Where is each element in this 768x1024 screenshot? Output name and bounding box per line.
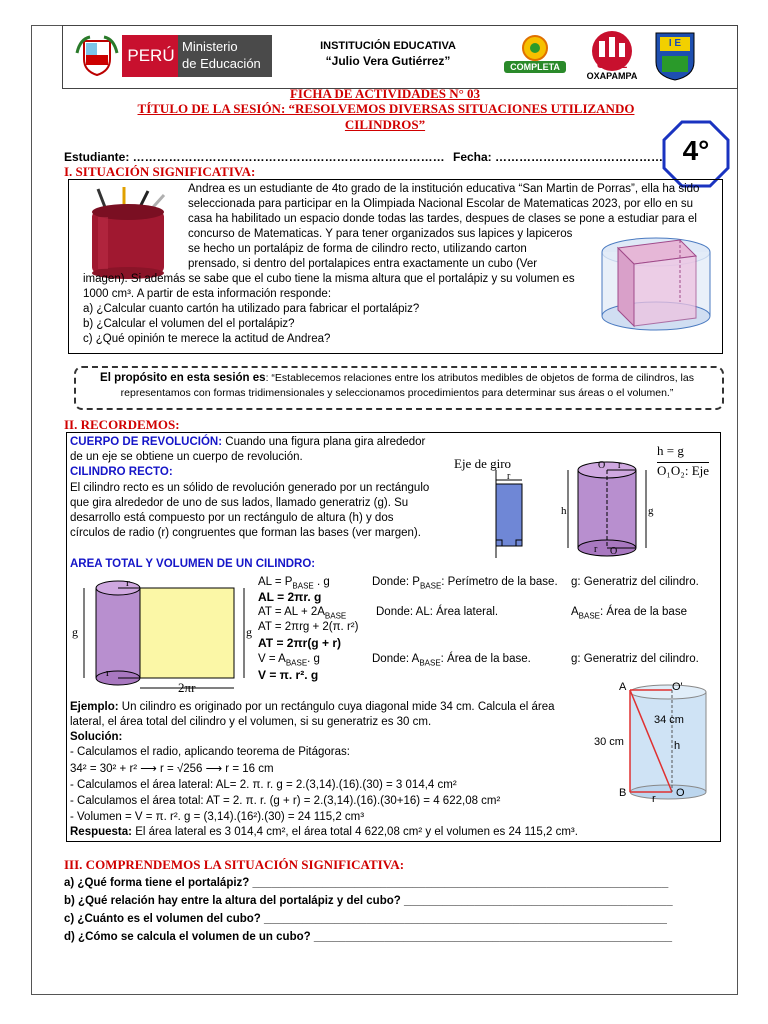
cilindro-line4: círculos de radio (r) congruentes que forman las bases (ver margen). [70,527,421,539]
formula-v-text: V = A [258,653,286,665]
formula-v-note-sub: BASE [419,658,441,668]
header [62,25,736,87]
answer-line [70,825,578,840]
solution-label: Solución: [70,731,123,743]
formula-al-sub: BASE [292,581,314,591]
formula-at-sub: BASE [324,611,347,621]
situation-question-a: a) ¿Calcular cuanto cartón ha utilizado para fabricar el portalápiz? [83,303,420,315]
formula-at-expanded: AT = 2πrg + 2(π. r²) [258,621,359,633]
student-field[interactable]: Estudiante: …………………………………………………………………… [64,150,445,164]
svg-text:r: r [507,471,511,482]
formula-v-note-text: Donde: A [372,653,420,665]
grade-label: 4° [682,135,710,166]
formula-v-pir2g: V = π. r². g [258,668,319,682]
ministry-line2: de Educación [182,56,261,71]
answer-text: El área lateral es 3 014,4 cm², el área total 4 622,08 cm² y el volumen es 24 115,2 cm³. [132,826,578,838]
comprehension-question-d[interactable]: d) ¿Cómo se calcula el volumen de un cubo? ________________________________________________________ [64,931,673,943]
example-label: Ejemplo: [70,701,119,713]
svg-text:g: g [246,625,252,639]
formula-at-note2 [571,605,687,623]
jornada-completa-logo [498,33,572,81]
cuerpo-title: CUERPO DE REVOLUCIÓN: [70,436,223,448]
revolution-diagram [480,470,540,560]
formula-al-note-end: : Perímetro de la base. [441,576,558,588]
example-line2: lateral, el área total del cilindro y el volumen, si su generatriz es 30 cm. [70,716,432,728]
svg-text:r: r [618,460,622,471]
cylinder-o1o2-diagram [560,458,660,562]
formula-al-2pirg: AL = 2πr. g [258,590,322,604]
example-text1: Un cilindro es originado por un rectángulo cuya diagonal mide 34 cm. Calcula el área [118,701,555,713]
svg-text:g: g [648,505,654,517]
example-line1 [70,700,555,715]
cilindro-line3: desarrollo está compuesto por un rectángulo de altura (h) y dos [70,512,394,524]
cilindro-line2: que gira alrededor de uno de sus lados, llamado generatriz (g). Su [70,497,409,509]
ministry-line1: Ministerio [182,39,238,54]
answer-label: Respuesta: [70,826,132,838]
area-title: AREA TOTAL Y VOLUMEN DE UN CILINDRO: [70,558,316,570]
situation-line1: Andrea es un estudiante de 4to grado de la institución educativa “San Martin de Porras”, ella ha sido [188,183,700,195]
solution-step1: - Calculamos el radio, aplicando teorema de Pitágoras: [70,746,350,758]
example-label-34: 34 cm [654,714,684,726]
date-field[interactable]: Fecha: …………………………………… [453,150,664,164]
ie-text: I E [668,38,682,49]
formula-at-note2-end: : Área de la base [600,606,687,618]
situation-line3: casa ha habilitado un espacio donde todas las tardes, despues de clases se pone a estudiar para el [188,213,697,225]
pencil-holder-image [76,185,180,281]
example-cylinder-diagram [620,682,716,802]
ugel-logo [577,29,647,83]
solution-step2: 34² = 30² + r² ⟶ r = √256 ⟶ r = 16 cm [70,763,274,775]
svg-text:O: O [598,460,606,471]
svg-text:r: r [126,577,130,589]
cuerpo-line1 [70,435,425,450]
formula-al-note2: g: Generatriz del cilindro. [571,576,699,588]
svg-text:g: g [72,625,78,639]
peru-shield-logo [74,33,120,79]
example-label-h: h [674,740,681,752]
comprehension-question-b[interactable]: b) ¿Qué relación hay entre la altura del portalápiz y del cubo? __________________________________________ [64,895,673,907]
example-label-r: r [652,793,656,805]
svg-text:h: h [561,505,567,517]
purpose-line2: representamos con formas tridimensionales y seleccionamos procedimientos para determinar sus áreas o el volumen.” [120,387,674,399]
cube-in-cylinder-image [596,230,716,340]
formula-v-sub: BASE [285,658,308,668]
example-label-Oprime: O' [672,681,683,693]
section1-heading: I. SITUACIÓN SIGNIFICATIVA: [64,164,256,179]
formula-v-note-end: : Área de la base. [440,653,531,665]
example-label-A: A [619,681,627,693]
situation-question-b: b) ¿Calcular el volumen del el portalápiz? [83,318,295,330]
jornada-text: COMPLETA [510,62,560,72]
example-label-30: 30 cm [594,736,624,748]
dev-2pir-label: 2πr [178,680,196,695]
solution-step3: - Calculamos el área lateral: AL= 2. π. r. g = 2.(3,14).(16).(30) = 3 014,4 cm² [70,779,457,791]
session-title-line1: TÍTULO DE LA SESIÓN: “RESOLVEMOS DIVERSAS SITUACIONES UTILIZANDO [137,101,635,116]
formula-at-factored: AT = 2πr(g + r) [258,636,341,650]
svg-text:r: r [106,667,110,679]
cuerpo-text1: Cuando una figura plana gira alrededor [222,436,426,448]
example-label-O: O [676,787,685,799]
situation-line7: imagen). Si además se sabe que el cubo tiene la misma altura que el portalápiz y su volumen es [83,273,575,285]
eje-de-giro-label: Eje de giro [454,456,512,471]
ie-shield-logo [652,30,698,82]
cuerpo-line2: de un eje se obtiene un cuerpo de revolución. [70,451,303,463]
solution-step5: - Volumen = V = π. r². g = (3,14).(16²).(30) = 24 115,2 cm³ [70,811,365,823]
comprehension-question-c[interactable]: c) ¿Cuánto es el volumen del cubo? _______________________________________________________________ [64,913,667,925]
cylinder-development-diagram [70,574,256,696]
formula-at-note2-text: A [571,606,579,618]
oxapampa-text: OXAPAMPA [586,71,638,81]
purpose-text1: : “Establecemos relaciones entre los atributos medibles de objetos de forma de cilindros, las [265,372,694,384]
situation-question-c: c) ¿Qué opinión te merece la actitud de Andrea? [83,333,331,345]
formula-al-note [372,575,558,593]
situation-line6: prensado, si dentro del portalapices entra exactamente un cubo (Ver [188,258,538,270]
solution-step4: - Calculamos el área total: AT = 2. π. r. (g + r) = 2.(3,14).(16).(30+16) = 4 622,08 cm² [70,795,501,807]
formula-al-text: AL = P [258,576,293,588]
h-equals-g-label: h = g [657,443,684,458]
formula-v-note2: g: Generatriz del cilindro. [571,653,699,665]
ugel-text: UGEL [596,59,628,71]
situation-line2: seleccionada para participar en la Olimpiada Nacional Escolar de Matematicas 2023, por ello en su [188,198,694,210]
formula-al-note-sub: BASE [419,581,442,591]
example-label-B: B [619,787,627,799]
cilindro-line1: El cilindro recto es un sólido de revolución generado por un rectángulo [70,482,430,494]
situation-line5: se hecho un portalápiz de forma de cilindro recto, utilizando carton [188,243,527,255]
purpose-label: El propósito en esta sesión es [100,372,266,384]
section3-heading: III. COMPRENDEMOS LA SITUACIÓN SIGNIFICATIVA: [64,857,405,872]
formula-at-note: Donde: AL: Área lateral. [376,606,499,618]
formula-al-note-text: Donde: P [372,576,420,588]
formula-at-text: AT = AL + 2A [258,606,325,618]
institution-line1: INSTITUCIÓN EDUCATIVA [320,40,456,52]
situation-line4: concurso de Matematicas. Y para tener organizados sus lapices y lapiceros [188,228,573,240]
ficha-title: FICHA DE ACTIVIDADES N° 03 [289,86,481,101]
session-title-line2: CILINDROS” [344,117,426,132]
section2-heading: II. RECORDEMOS: [64,417,180,432]
formula-at-note2-sub: BASE [578,611,601,621]
situation-line8: 1000 cm³. A partir de esta información responde: [83,288,332,300]
peru-label: PERÚ [127,46,175,65]
purpose-line1 [80,371,714,385]
cilindro-title: CILINDRO RECTO: [70,466,173,478]
svg-text:r: r [594,544,598,555]
formula-v-end: . g [307,653,320,665]
institution-line2: “Julio Vera Gutiérrez” [325,54,451,68]
svg-text:O: O [610,546,618,557]
comprehension-question-a[interactable]: a) ¿Qué forma tiene el portalápiz? _________________________________________________________________ [64,877,669,889]
o1o2-eje-label: O₁O₂: Eje [657,463,710,478]
formula-v-note [372,652,531,670]
formula-al-end: . g [313,576,330,588]
